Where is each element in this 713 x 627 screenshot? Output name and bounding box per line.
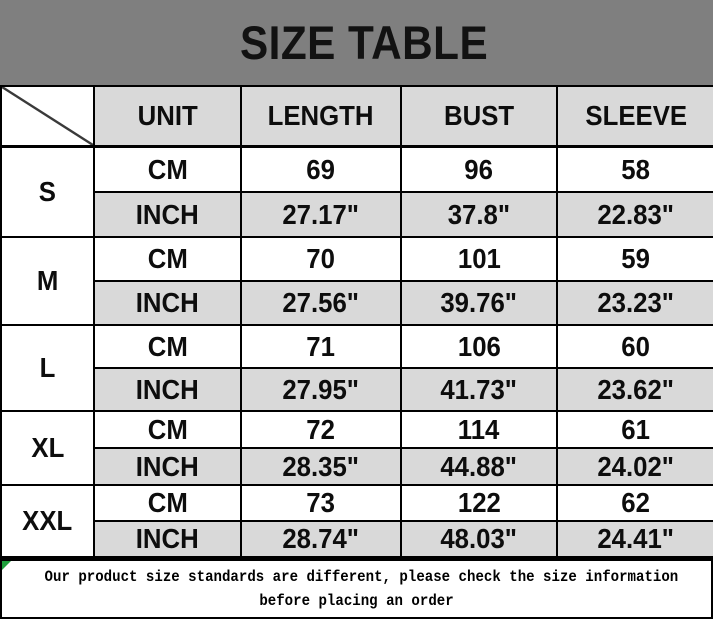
cell-comment-marker-icon [2, 561, 11, 570]
unit-label: INCH [136, 523, 199, 554]
cell-l-cm-bust [401, 325, 557, 368]
size-label: XXL [22, 505, 73, 536]
cell-l-cm-unit [94, 325, 241, 368]
cell-s-inch-sleeve [557, 192, 713, 237]
row-xxl-cm [1, 485, 713, 521]
cell-value: 69 [306, 153, 336, 185]
cell-xl-inch-length [241, 448, 401, 485]
cell-m-inch-bust [401, 281, 557, 325]
cell-xl-inch-sleeve [557, 448, 713, 485]
footnote-line-1: Our product size standards are different, please check the size information [44, 567, 679, 586]
page-title: SIZE TABLE [239, 16, 488, 69]
size-label: L [39, 352, 56, 383]
cell-s-cm-length [241, 147, 401, 193]
cell-value: 71 [306, 330, 336, 362]
column-header-label: BUST [443, 100, 515, 131]
cell-xxl-inch-length [241, 521, 401, 557]
cell-l-cm-sleeve [557, 325, 713, 368]
cell-value: 72 [306, 413, 336, 445]
bottom-margin [0, 619, 713, 626]
row-xl-cm [1, 411, 713, 448]
cell-value: 44.88" [440, 450, 518, 482]
size-label-xl [1, 411, 94, 485]
cell-value: 41.73" [440, 373, 518, 405]
cell-xxl-cm-unit [94, 485, 241, 521]
cell-value: 27.95" [282, 373, 360, 405]
size-label-xxl [1, 485, 94, 557]
cell-value: 122 [457, 487, 501, 518]
cell-xxl-inch-sleeve [557, 521, 713, 557]
cell-xxl-inch-unit [94, 521, 241, 557]
cell-value: 96 [464, 153, 494, 185]
footnote-box [0, 558, 713, 619]
size-label: S [38, 176, 57, 207]
cell-value: 39.76" [440, 287, 518, 318]
cell-xxl-cm-bust [401, 485, 557, 521]
cell-value: 23.62" [597, 373, 675, 405]
cell-xl-inch-bust [401, 448, 557, 485]
cell-xl-cm-length [241, 411, 401, 448]
unit-label: CM [147, 243, 188, 274]
cell-value: 114 [458, 413, 500, 445]
cell-xxl-inch-bust [401, 521, 557, 557]
cell-m-inch-length [241, 281, 401, 325]
row-s-inch [1, 192, 713, 237]
cell-s-inch-unit [94, 192, 241, 237]
cell-l-inch-unit [94, 368, 241, 411]
row-s-cm [1, 147, 713, 193]
cell-value: 22.83" [597, 198, 675, 230]
column-header-sleeve [557, 86, 713, 147]
cell-s-inch-length [241, 192, 401, 237]
cell-value: 23.23" [597, 287, 675, 318]
cell-m-cm-sleeve [557, 237, 713, 281]
unit-label: CM [147, 330, 188, 362]
cell-m-cm-unit [94, 237, 241, 281]
title-band [0, 0, 713, 85]
cell-l-cm-length [241, 325, 401, 368]
cell-value: 60 [621, 330, 651, 362]
cell-value: 61 [621, 413, 651, 445]
size-table [0, 85, 713, 558]
row-l-inch [1, 368, 713, 411]
column-header-length [241, 86, 401, 147]
unit-label: CM [147, 413, 188, 445]
row-m-cm [1, 237, 713, 281]
cell-value: 48.03" [440, 523, 518, 554]
cell-xxl-cm-sleeve [557, 485, 713, 521]
column-header-label: LENGTH [268, 100, 374, 131]
cell-value: 24.41" [597, 523, 675, 554]
cell-m-cm-length [241, 237, 401, 281]
cell-value: 24.02" [597, 450, 675, 482]
unit-label: CM [147, 487, 188, 518]
diagonal-line-icon [2, 87, 93, 145]
cell-s-cm-unit [94, 147, 241, 193]
row-xxl-inch [1, 521, 713, 557]
cell-l-inch-length [241, 368, 401, 411]
cell-xl-cm-sleeve [557, 411, 713, 448]
header-row [1, 86, 713, 147]
cell-m-inch-sleeve [557, 281, 713, 325]
footnote-line-2: before placing an order [259, 591, 454, 610]
cell-m-inch-unit [94, 281, 241, 325]
row-l-cm [1, 325, 713, 368]
unit-label: INCH [136, 450, 199, 482]
cell-l-inch-bust [401, 368, 557, 411]
cell-value: 73 [306, 487, 336, 518]
cell-xl-inch-unit [94, 448, 241, 485]
unit-label: INCH [136, 198, 199, 230]
cell-s-cm-sleeve [557, 147, 713, 193]
cell-xl-cm-unit [94, 411, 241, 448]
size-label: M [36, 265, 59, 296]
column-header-bust [401, 86, 557, 147]
column-header-label: UNIT [137, 100, 198, 131]
cell-value: 59 [621, 243, 651, 274]
cell-value: 58 [621, 153, 651, 185]
cell-value: 37.8" [447, 198, 511, 230]
cell-value: 28.74" [282, 523, 360, 554]
unit-label: INCH [136, 373, 199, 405]
size-label-m [1, 237, 94, 325]
size-label: XL [31, 432, 64, 463]
unit-label: INCH [136, 287, 199, 318]
column-header-label: SLEEVE [585, 100, 687, 131]
cell-value: 106 [457, 330, 501, 362]
cell-xl-cm-bust [401, 411, 557, 448]
cell-xxl-cm-length [241, 485, 401, 521]
column-header-unit [94, 86, 241, 147]
cell-l-inch-sleeve [557, 368, 713, 411]
cell-value: 62 [621, 487, 651, 518]
size-label-l [1, 325, 94, 411]
cell-m-cm-bust [401, 237, 557, 281]
cell-value: 27.17" [282, 198, 360, 230]
cell-s-inch-bust [401, 192, 557, 237]
unit-label: CM [147, 153, 188, 185]
cell-value: 70 [306, 243, 336, 274]
cell-value: 101 [457, 243, 501, 274]
cell-value: 28.35" [282, 450, 360, 482]
size-label-s [1, 147, 94, 238]
cell-s-cm-bust [401, 147, 557, 193]
corner-cell [1, 86, 94, 147]
cell-value: 27.56" [282, 287, 360, 318]
row-m-inch [1, 281, 713, 325]
row-xl-inch [1, 448, 713, 485]
